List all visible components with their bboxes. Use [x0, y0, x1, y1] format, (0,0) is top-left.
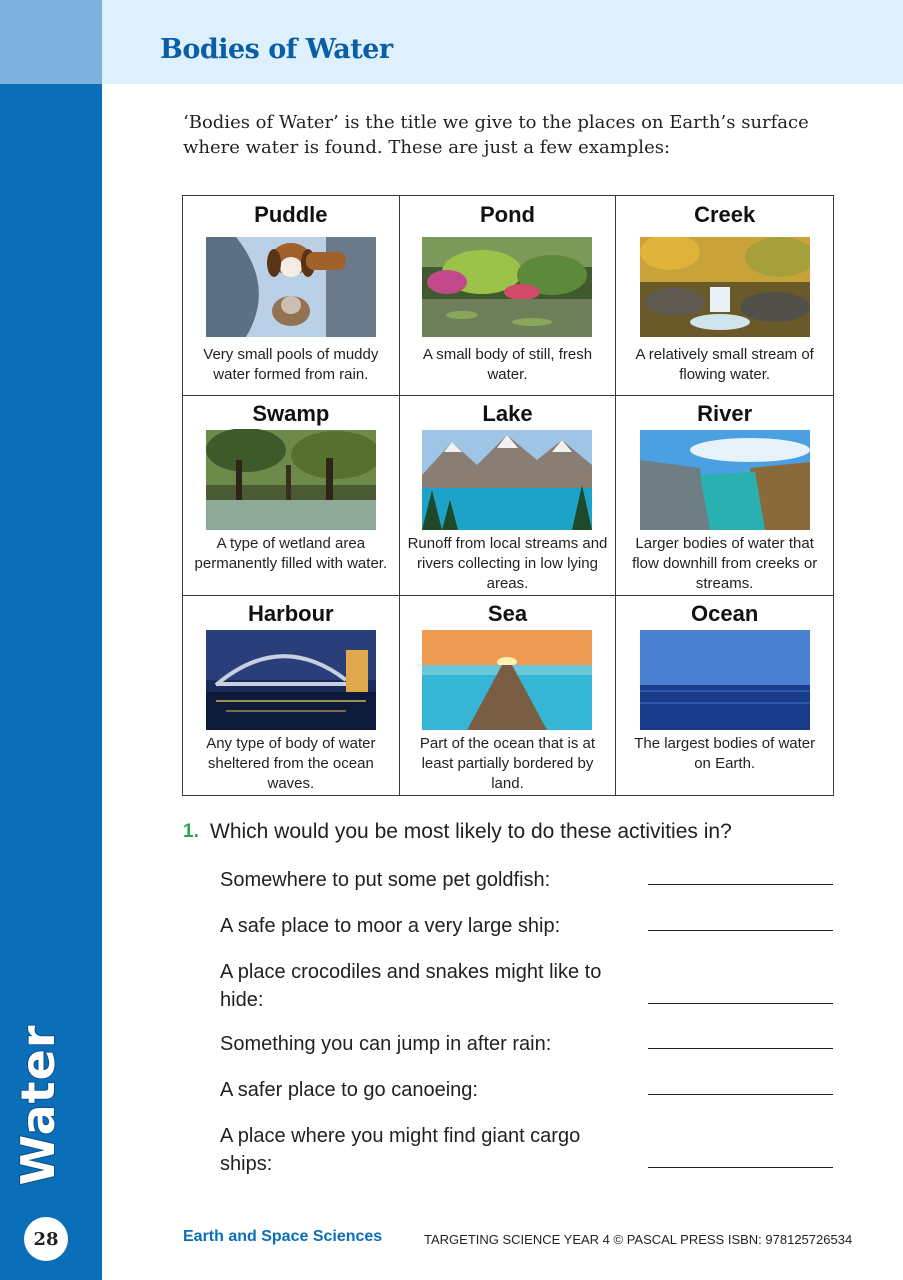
page-title: Bodies of Water	[160, 34, 393, 65]
answer-line[interactable]	[648, 1167, 833, 1168]
cell-description: Runoff from local streams and rivers collecting in low lying areas.	[407, 535, 608, 592]
river-photo	[640, 429, 810, 531]
answer-line[interactable]	[648, 930, 833, 931]
answer-line[interactable]	[648, 1003, 833, 1004]
cell-description: The largest bodies of water on Earth.	[634, 735, 816, 772]
sea-photo	[422, 629, 592, 731]
puddle-dog-photo	[206, 237, 376, 337]
creek-photo	[640, 237, 810, 337]
footer-publication-info: TARGETING SCIENCE YEAR 4 © PASCAL PRESS ISBN: 978125726534	[424, 1232, 853, 1247]
lake-photo	[422, 429, 592, 531]
sidebar-top-block	[0, 0, 102, 84]
cell-river	[616, 396, 833, 596]
swamp-photo	[206, 429, 376, 531]
cell-description: Very small pools of muddy water formed from rain.	[203, 346, 379, 383]
cell-title: River	[697, 401, 753, 426]
question-number: 1.	[183, 821, 199, 842]
cell-creek	[616, 196, 833, 396]
question-text: Which would you be most likely to do these activities in?	[210, 820, 732, 843]
question-item: Somewhere to put some pet goldfish:	[220, 869, 551, 891]
answer-line[interactable]	[648, 884, 833, 885]
cell-title: Pond	[479, 202, 535, 227]
cell-description: Part of the ocean that is at least partially bordered by land.	[419, 735, 596, 792]
harbour-photo	[206, 629, 376, 731]
question-item: A safe place to moor a very large ship:	[220, 915, 561, 937]
cell-title: Swamp	[252, 401, 330, 426]
bodies-of-water-grid	[182, 195, 834, 796]
ocean-photo	[640, 629, 810, 731]
intro-text: ‘Bodies of Water’ is the title we give to the places on Earth’s surface where water is found. These are just a few examples:	[183, 112, 809, 158]
cell-description: Any type of body of water sheltered from the ocean waves.	[206, 735, 376, 792]
answer-line[interactable]	[648, 1094, 833, 1095]
cell-ocean	[616, 596, 833, 795]
question-item: Something you can jump in after rain:	[220, 1033, 552, 1055]
cell-description: Larger bodies of water that flow downhill from creeks or streams.	[632, 535, 818, 592]
question-item: A place where you might find giant cargo ships:	[220, 1125, 581, 1175]
cell-title: Ocean	[691, 601, 759, 626]
cell-lake	[400, 396, 617, 596]
footer-strand: Earth and Space Sciences	[183, 1228, 383, 1245]
question-item: A place crocodiles and snakes might like to hide:	[220, 961, 602, 1011]
cell-title: Sea	[487, 601, 528, 626]
cell-title: Creek	[694, 202, 756, 227]
cell-puddle	[183, 196, 400, 396]
page-number: 28	[24, 1217, 68, 1261]
answer-line[interactable]	[648, 1048, 833, 1049]
cell-description: A type of wetland area permanently filled with water.	[194, 535, 388, 572]
sidebar-topic-label: Water	[11, 1024, 65, 1186]
question-item: A safer place to go canoeing:	[220, 1079, 478, 1101]
pond-photo	[422, 237, 592, 337]
cell-title: Lake	[482, 401, 533, 426]
cell-sea	[400, 596, 617, 795]
cell-description: A small body of still, fresh water.	[422, 346, 593, 383]
cell-title: Harbour	[248, 601, 334, 626]
cell-description: A relatively small stream of flowing water.	[635, 346, 814, 383]
cell-harbour	[183, 596, 400, 795]
cell-swamp	[183, 396, 400, 596]
cell-pond	[400, 196, 617, 396]
cell-title: Puddle	[254, 202, 328, 227]
